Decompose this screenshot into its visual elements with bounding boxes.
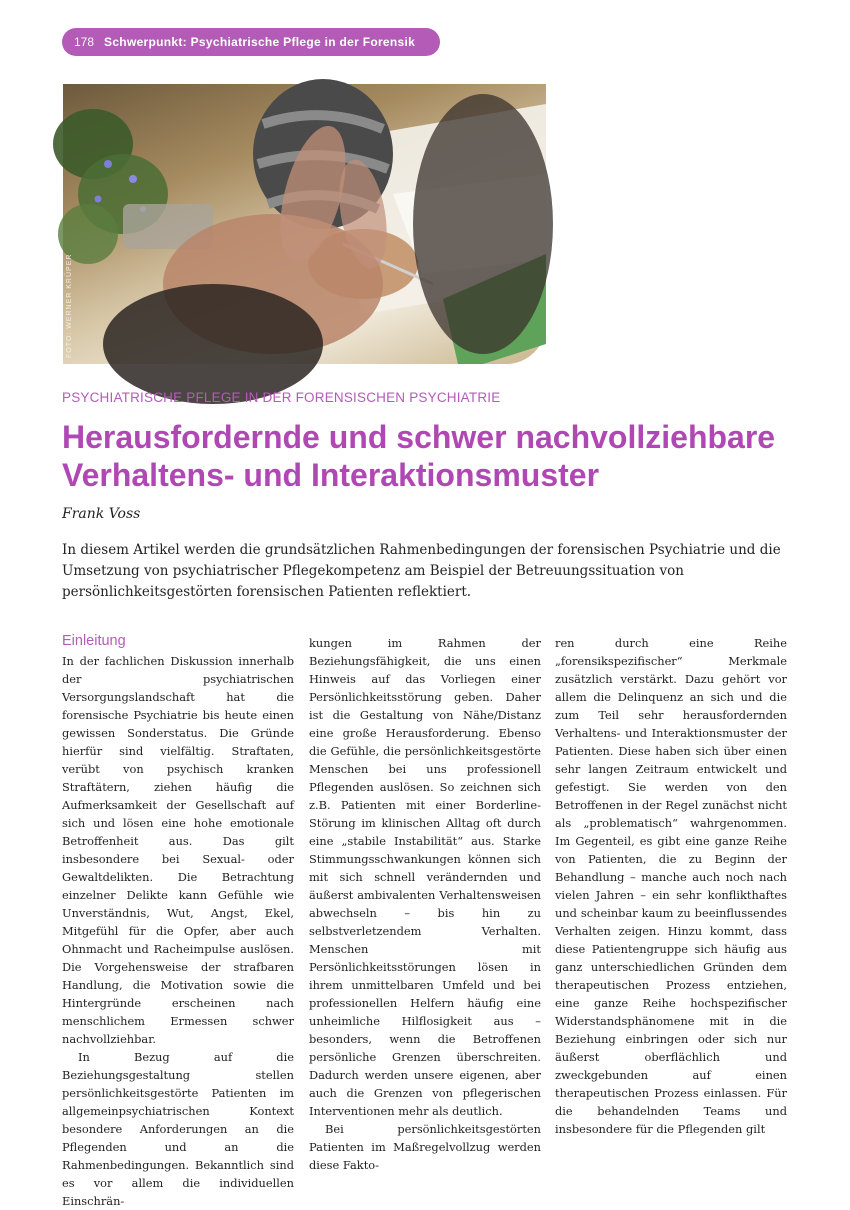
column-1: [62, 632, 294, 1210]
article-kicker: PSYCHIATRISCHE PFLEGE IN DER FORENSISCHEN PSYCHIATRIE: [62, 390, 501, 405]
paragraph: In Bezug auf die Beziehungsgestaltung stellen persönlichkeitsgestörte Patienten im allgemeinpsychiatrischen Kontext besondere Anforderungen an die Pflegenden und an die Rahmenbedingungen. Bekanntlich sind es vor allem die individuellen Einschrän-: [62, 1050, 294, 1208]
paragraph: kungen im Rahmen der Beziehungsfähigkeit, die uns einen Hinweis auf das Vorliegen einer Persönlichkeitsstörung geben. Daher ist die Gestaltung von Nähe/Distanz eine große Herausforderung. Ebenso die Gefühle, die persönlichkeitsgestörte Menschen bei uns professionell Pflegenden auslösen. So zeichnen sich z.B. Patienten mit einer Borderline-Störung im klinischen Alltag oft durch eine „stabile Instabilität“ aus. Starke Stimmungsschwankungen können sich mit sich schnell verändernden und äußerst ambivalenten Verhaltensweisen abwechseln – bis hin zu selbstverletzendem Verhalten. Menschen mit Persönlichkeitsstörungen lösen in ihrem unmittelbaren Umfeld und bei professionellen Helfern häufig eine unheimliche Hilflosigkeit aus – besonders, wenn die Betroffenen persönliche Grenzen überschreiten. Dadurch werden unsere eigenen, aber auch die Grenzen von pflegerischen Interventionen mehr als deutlich.: [309, 636, 541, 1118]
paragraph: Bei persönlichkeitsgestörten Patienten im Maßregelvollzug werden diese Fakto-: [309, 1122, 541, 1172]
photo-credit: FOTO: WERNER KRÜPER: [66, 253, 73, 358]
article-author: Frank Voss: [62, 506, 141, 522]
section-title: Schwerpunkt: Psychiatrische Pflege in der Forensik: [104, 35, 416, 49]
article-title: Herausfordernde und schwer nachvollziehbare Verhaltens- und Interaktionsmuster: [62, 419, 776, 493]
photo-illustration: [63, 84, 546, 364]
paragraph: In der fachlichen Diskussion innerhalb der psychiatrischen Versorgungslandschaft hat die forensische Psychiatrie bis heute einen gewissen Sonderstatus. Die Gründe hierfür sind vielfältig. Straftaten, verübt von psychisch kranken Straftätern, ziehen häufig die Aufmerksamkeit der Gesellschaft auf sich und lösen eine hohe emotionale Betroffenheit aus. Das gilt insbesondere bei Sexual- oder Gewaltdelikten. Die Betrachtung einzelner Delikte kann Gefühle wie Unverständnis, Wut, Angst, Ekel, Mitgefühl für die Opfer, aber auch Ohnmacht und Racheimpulse auslösen. Die Vorgehensweise der strafbaren Handlung, die Motivation sowie die Hintergründe erscheinen nach menschlichem Ermessen schwer nachvollziehbar.: [62, 654, 294, 1046]
page-number: 178: [74, 35, 95, 49]
column-3: [555, 634, 787, 1138]
article-photo: [63, 84, 546, 364]
paragraph: ren durch eine Reihe „forensikspezifischer“ Merkmale zusätzlich verstärkt. Dazu gehört vor allem die Delinquenz an sich und die zum Teil sehr herausfordernden Verhaltens- und Interaktionsmuster der Patienten. Diese haben sich über einen sehr langen Zeitraum entwickelt und gefestigt. Sie werden von den Betroffenen in der Regel zunächst nicht als „problematisch“ wahrgenommen. Im Gegenteil, es gibt eine ganze Reihe von Patienten, die zu Beginn der Behandlung – manche auch noch nach vielen Jahren – ein sehr konflikthaftes und scheinbar kaum zu beeinflussendes Verhalten zeigen. Hinzu kommt, dass diese Patientengruppe sich häufig aus ganz unterschiedlichen Gründen dem therapeutischen Prozess entziehen, eine ganze Reihe hochspezifischer Widerstandsphänomene mit in die Beziehung einbringen oder sich nur äußerst oberflächlich und zweckgebunden auf einen therapeutischen Prozess einlassen. Für die behandelnden Teams und insbesondere für die Pflegenden gilt: [555, 636, 787, 1136]
section-heading: Einleitung: [62, 633, 126, 649]
column-2: [309, 634, 541, 1174]
article-abstract: In diesem Artikel werden die grundsätzlichen Rahmenbedingungen der forensischen Psychiatrie und die Umsetzung von psychiatrischer Pflegekompetenz am Beispiel der Betreuungssituation von persönlichkeitsgestörten forensischen Patienten reflektiert.: [62, 542, 781, 600]
running-header: [62, 28, 440, 56]
